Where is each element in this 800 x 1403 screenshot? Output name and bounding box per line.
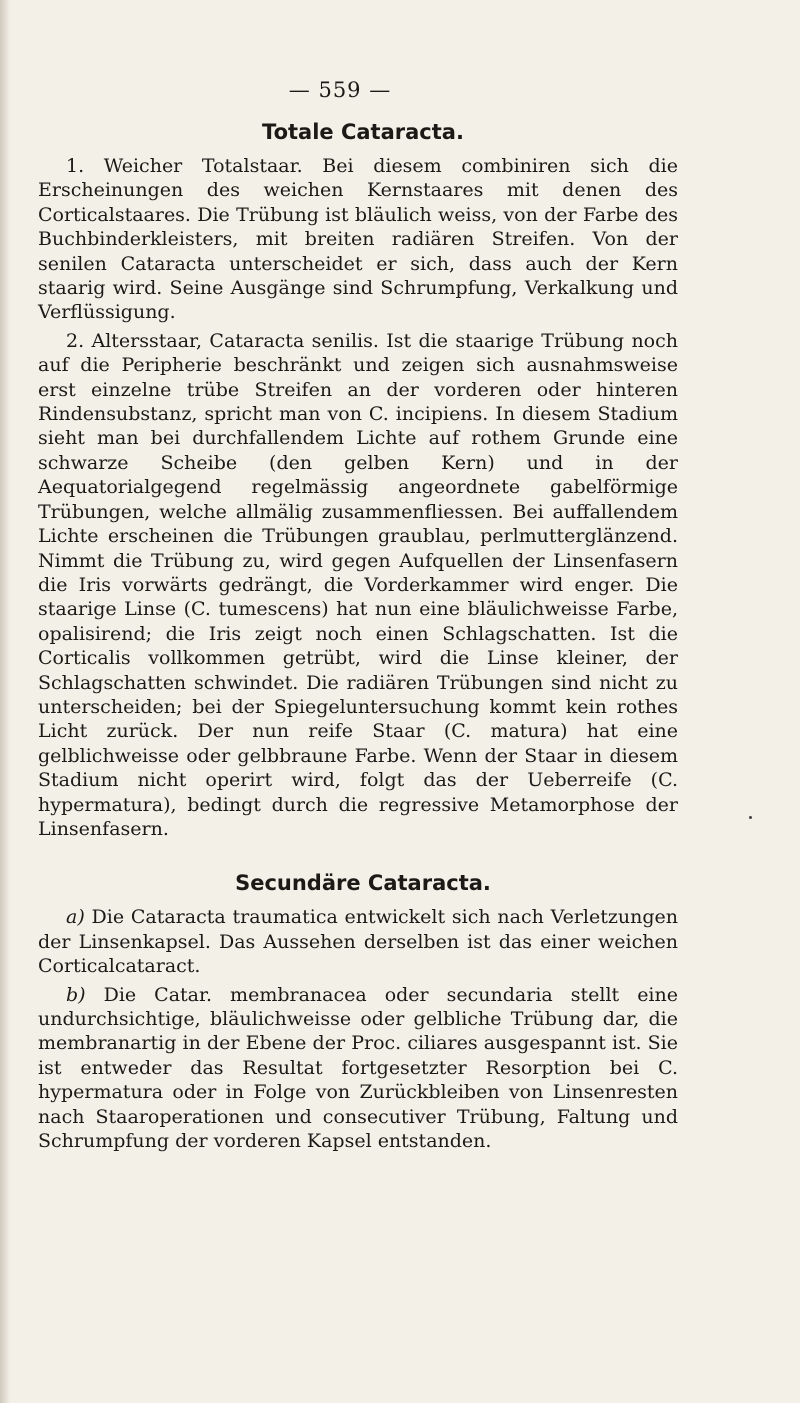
- item-text-a: Die Cataracta traumatica entwickelt sich nach Verletzungen der Linsenkapsel. Das Aussehen derselben ist das einer weichen Corticalcataract.: [38, 906, 678, 978]
- item-text-b: Die Catar. membranacea oder secundaria stellt eine undurchsichtige, bläulichweisse oder gelbliche Trübung dar, die membranartig in der Ebene der Proc. ciliares ausgespannt ist. Sie ist entweder das Resultat fortgesetzter Resorption bei C. hypermatura oder in Folge von Zurückbleiben von Linsenresten nach Staaroperationen und consecutiver Trübung, Faltung und Schrumpfung der vorderen Kapsel entstanden.: [38, 983, 678, 1153]
- item-label-a: a): [66, 906, 85, 929]
- section-heading-totale-cataracta: Totale Cataracta.: [262, 120, 464, 144]
- paragraph-cataracta-traumatica: [38, 905, 678, 978]
- text-column: [38, 120, 678, 1157]
- page-number: — 559 —: [288, 78, 392, 102]
- section-gap: [38, 845, 678, 871]
- margin-speck: [749, 816, 752, 819]
- paragraph-catar-membranacea: [38, 983, 678, 1154]
- paragraph-altersstaar: 2. Altersstaar, Cataracta senilis. Ist die staarige Trübung noch auf die Peripherie beschränkt und zeigen sich ausnahmsweise erst einzelne trübe Streifen an der vorderen oder hinteren Rindensubstanz, spricht man von C. incipiens. In diesem Stadium sieht man bei durchfallendem Lichte auf rothem Grunde eine schwarze Scheibe (den gelben Kern) und in der Aequatorialgegend regelmässig angeordnete gabelförmige Trübungen, welche allmälig zusammenfliessen. Bei auffallendem Lichte erscheinen die Trübungen graublau, perlmutterglänzend. Nimmt die Trübung zu, wird gegen Aufquellen der Linsenfasern die Iris vorwärts gedrängt, die Vorderkammer wird enger. Die staarige Linse (C. tumescens) hat nun eine bläulichweisse Farbe, opalisirend; die Iris zeigt noch einen Schlagschatten. Ist die Corticalis vollkommen getrübt, wird die Linse kleiner, der Schlagschatten schwindet. Die radiären Trübungen sind nicht zu unterscheiden; bei der Spiegeluntersuchung kommt kein rothes Licht zurück. Der nun reife Staar (C. matura) hat eine gelblichweisse oder gelbbraune Farbe. Wenn der Staar in diesem Stadium nicht operirt wird, folgt das der Ueberreife (C. hypermatura), bedingt durch die regressive Metamorphose der Linsenfasern.: [38, 329, 678, 840]
- page-gutter-shadow: [0, 0, 10, 1403]
- section-heading-secundaere-cataracta: Secundäre Cataracta.: [235, 871, 491, 896]
- paragraph-weicher-totalstaar: 1. Weicher Totalstaar. Bei diesem combiniren sich die Erscheinungen des weichen Kernstaares mit denen des Corticalstaares. Die Trübung ist bläulich weiss, von der Farbe des Buchbinderkleisters, mit breiten radiären Streifen. Von der senilen Cataracta unterscheidet er sich, dass auch der Kern staarig wird. Seine Ausgänge sind Schrumpfung, Verkalkung und Verflüssigung.: [38, 155, 678, 324]
- item-label-b: b): [66, 983, 86, 1006]
